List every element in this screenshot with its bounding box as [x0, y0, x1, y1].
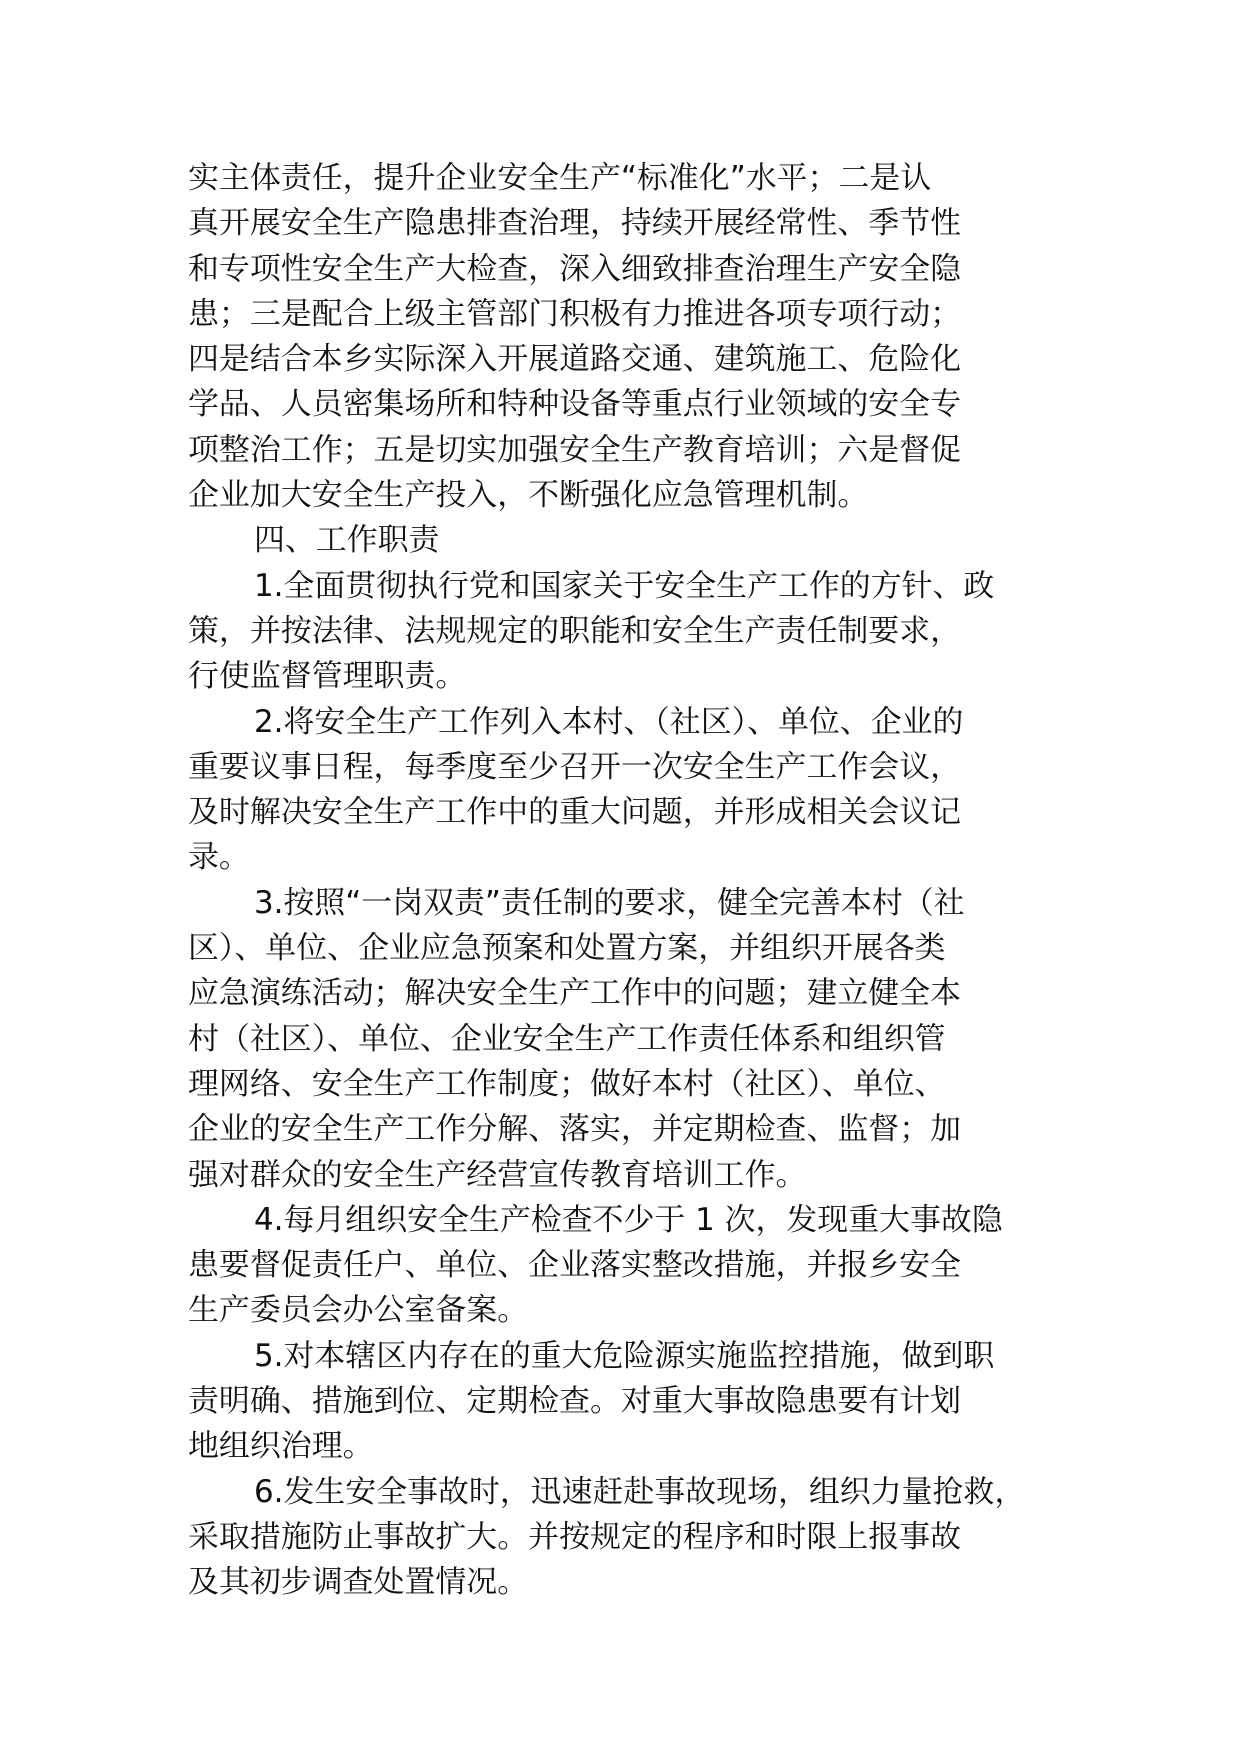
text-line: 四是结合本乡实际深入开展道路交通、建筑施工、危险化	[188, 341, 962, 378]
text-line: 录。	[188, 839, 250, 876]
text-line: 生产委员会办公室备案。	[188, 1292, 529, 1329]
text-line: 6.发生安全事故时，迅速赶赴事故现场，组织力量抢救，	[254, 1473, 1026, 1510]
text-line: 患要督促责任户、单位、企业落实整改措施，并报乡安全	[188, 1247, 962, 1284]
text-line: 采取措施防止事故扩大。并按规定的程序和时限上报事故	[188, 1518, 962, 1555]
text-line: 4.每月组织安全生产检查不少于 1 次，发现重大事故隐	[254, 1201, 1003, 1238]
text-line: 3.按照“一岗双责”责任制的要求，健全完善本村（社	[254, 884, 965, 921]
text-line: 重要议事日程，每季度至少召开一次安全生产工作会议，	[188, 748, 962, 785]
text-line: 理网络、安全生产工作制度；做好本村（社区）、单位、	[188, 1065, 946, 1102]
text-line: 1.全面贯彻执行党和国家关于安全生产工作的方针、政	[254, 567, 995, 604]
text-line: 责明确、措施到位、定期检查。对重大事故隐患要有计划	[188, 1383, 962, 1420]
text-line: 及时解决安全生产工作中的重大问题，并形成相关会议记	[188, 794, 962, 831]
text-line: 强对群众的安全生产经营宣传教育培训工作。	[188, 1156, 807, 1193]
text-line: 行使监督管理职责。	[188, 658, 467, 695]
text-line: 项整治工作；五是切实加强安全生产教育培训；六是督促	[188, 431, 962, 468]
text-line: 实主体责任，提升企业安全生产“标准化”水平；二是认	[188, 160, 932, 196]
text-line: 四、工作职责	[254, 522, 440, 559]
text-line: 区）、单位、企业应急预案和处置方案，并组织开展各类	[188, 930, 946, 967]
text-line: 村（社区）、单位、企业安全生产工作责任体系和组织管	[188, 1020, 946, 1057]
text-line: 5.对本辖区内存在的重大危险源实施监控措施，做到职	[254, 1337, 995, 1374]
text-line: 地组织治理。	[188, 1428, 374, 1465]
text-line: 企业的安全生产工作分解、落实，并定期检查、监督；加	[188, 1111, 962, 1148]
text-line: 和专项性安全生产大检查，深入细致排查治理生产安全隐	[188, 250, 962, 287]
text-line: 患；三是配合上级主管部门积极有力推进各项专项行动；	[188, 295, 962, 332]
text-line: 企业加大安全生产投入，不断强化应急管理机制。	[188, 477, 869, 514]
document-body	[188, 156, 1058, 1606]
text-line: 应急演练活动；解决安全生产工作中的问题；建立健全本	[188, 975, 962, 1012]
text-line: 真开展安全生产隐患排查治理，持续开展经常性、季节性	[188, 205, 962, 242]
text-line: 策，并按法律、法规规定的职能和安全生产责任制要求，	[188, 612, 962, 649]
text-line: 学品、人员密集场所和特种设备等重点行业领域的安全专	[188, 386, 962, 423]
text-line: 及其初步调查处置情况。	[188, 1564, 529, 1601]
text-line: 2.将安全生产工作列入本村、（社区）、单位、企业的	[254, 703, 964, 740]
